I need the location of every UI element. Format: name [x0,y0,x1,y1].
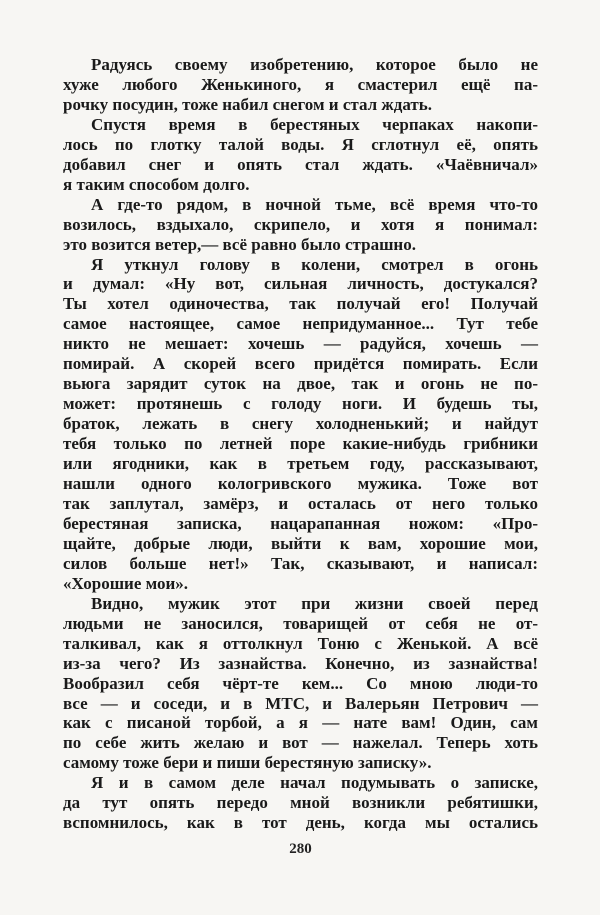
text-line: самому тоже бери и пиши берестяную записку». [63,753,432,773]
text-line: как с писаной торбой, а я — нате вам! Один, сам [63,713,538,733]
text-line: лось по глотку талой воды. Я сглотнул её, опять [63,134,538,154]
text-line: так заплутал, замёрз, и осталась от него только [63,493,538,513]
text-line: я таким способом долго. [63,174,250,194]
text-line: нашли одного кологривского мужика. Тоже вот [63,474,538,494]
text-line: все — и соседи, и в МТС, и Валерьян Петрович — [63,693,538,713]
text-line: тебя только по летней поре какие-нибудь грибники [63,434,538,454]
text-line: Я и в самом деле начал подумывать о записке, [91,773,538,793]
text-line: хуже любого Женькиного, я смастерил ещё па- [63,74,538,94]
text-line: или ягодники, как в третьем году, рассказывают, [63,454,538,474]
text-line: А где-то рядом, в ночной тьме, всё время что-то [91,194,538,214]
text-line: самое настоящее, самое непридуманное... Тут тебе [63,314,538,334]
text-line: Я уткнул голову в колени, смотрел в огонь [91,254,538,274]
text-line: никто не мешает: хочешь — радуйся, хочешь — [63,334,538,354]
text-line: браток, лежать в снегу холодненький; и найдут [63,414,538,434]
text-line: это возится ветер,— всё равно было страшно. [63,234,416,254]
text-line: по себе жить желаю и вот — нажелал. Теперь хоть [63,733,538,753]
text-line: берестяная записка, нацарапанная ножом: «Про- [63,513,538,533]
text-line: из-за чего? Из зазнайства. Конечно, из зазнайства! [63,653,538,673]
text-line: вьюга зарядит суток на двое, так и огонь не по- [63,374,538,394]
text-line: помирай. А скорей всего придётся помирать. Если [63,354,538,374]
text-line: Видно, мужик этот при жизни своей перед [91,593,538,613]
text-line: силов больше нет!» Так, сказывают, и написал: [63,553,538,573]
text-line: и думал: «Ну вот, сильная личность, достукался? [63,274,538,294]
text-line: вспомнилось, как в тот день, когда мы остались [63,813,538,833]
text-line: Спустя время в берестяных черпаках накопи- [91,114,538,134]
text-line: талкивал, как я оттолкнул Тоню с Женькой. А всё [63,633,538,653]
text-line: да тут опять передо мной возникли ребятишки, [63,793,538,813]
text-line: «Хорошие мои». [63,573,189,593]
page-text [63,55,538,833]
text-line: Вообразил себя чёрт-те кем... Со мною люди-то [63,673,538,693]
text-line: рочку посудин, тоже набил снегом и стал ждать. [63,94,432,114]
text-line: людьми не заносился, товарищей от себя не от- [63,613,538,633]
text-line: Ты хотел одиночества, так получай его! Получай [63,294,538,314]
text-line: добавил снег и опять стал ждать. «Чаёвничал» [63,154,538,174]
text-line: возилось, вздыхало, скрипело, и хотя я понимал: [63,214,538,234]
page-number: 280 [289,841,312,857]
text-line: Радуясь своему изобретению, которое было не [91,55,538,74]
text-line: щайте, добрые люди, выйти к вам, хорошие мои, [63,533,538,553]
text-line: может: протянешь с голоду ноги. И будешь ты, [63,394,538,414]
